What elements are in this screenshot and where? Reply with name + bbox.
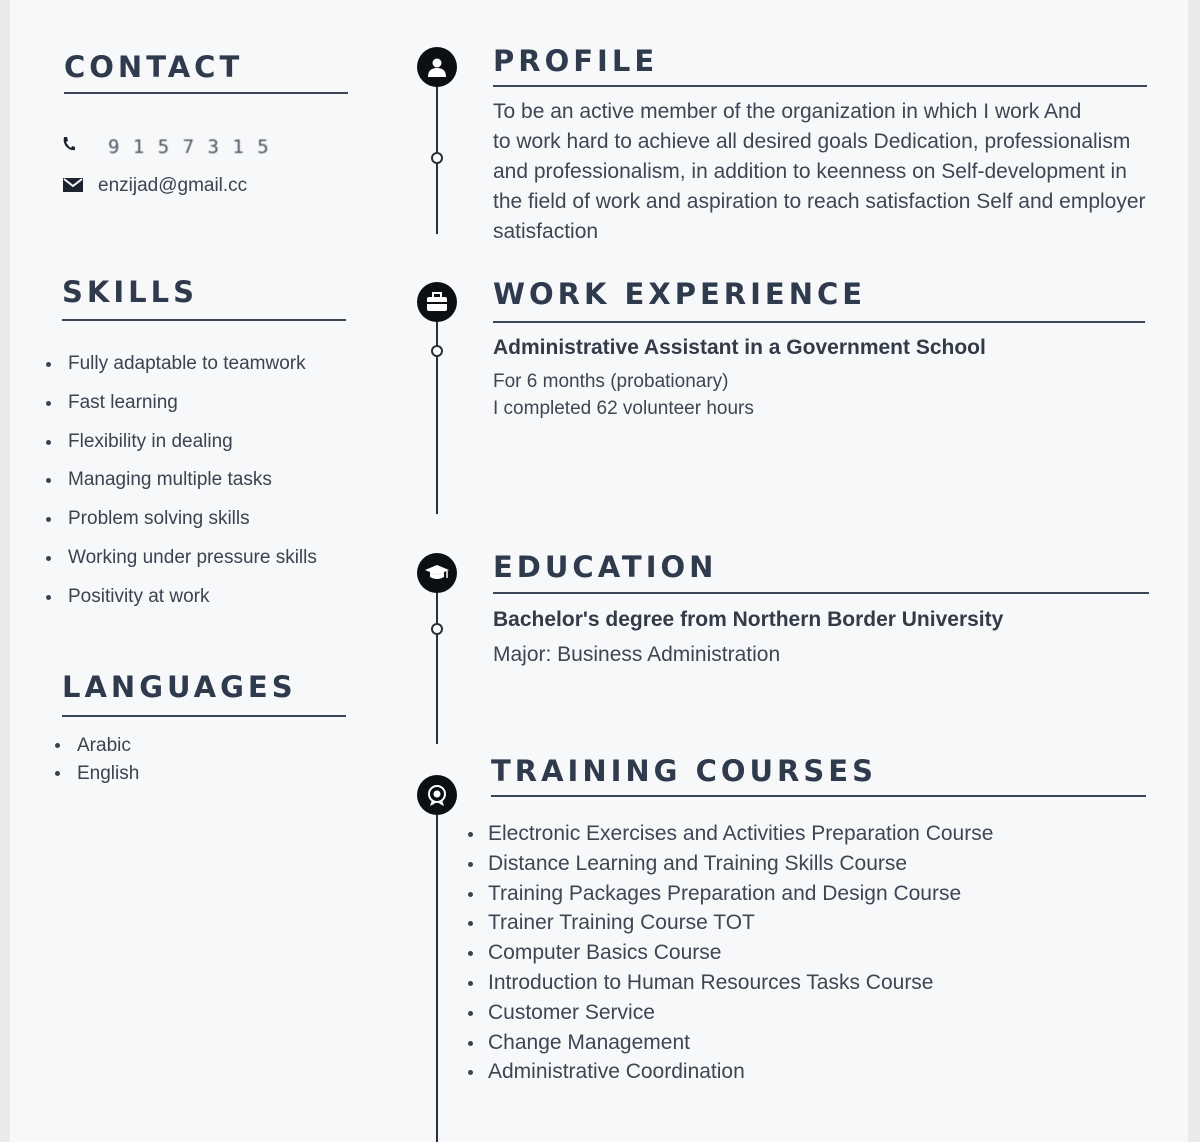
timeline-line-training — [436, 815, 438, 1142]
skill-item: Fully adaptable to teamwork — [46, 345, 317, 384]
course-item: Distance Learning and Training Skills Course — [468, 849, 993, 879]
course-item: Change Management — [468, 1028, 993, 1058]
profile-heading: PROFILE — [493, 44, 659, 78]
major: Major: Business Administration — [493, 643, 781, 666]
timeline-dot — [431, 623, 443, 635]
award-badge-icon — [417, 775, 457, 815]
briefcase-icon — [417, 282, 457, 322]
timeline-dot — [431, 152, 443, 164]
language-item: Arabic — [55, 732, 139, 760]
course-item: Trainer Training Course TOT — [468, 908, 993, 938]
profile-divider — [493, 85, 1147, 87]
skill-item: Working under pressure skills — [46, 539, 317, 578]
course-item: Computer Basics Course — [468, 938, 993, 968]
timeline-line-education — [436, 592, 438, 744]
training-courses-heading: TRAINING COURSES — [491, 754, 877, 788]
languages-divider — [62, 715, 346, 717]
contact-divider — [64, 92, 348, 94]
email-address[interactable]: enzijad@gmail.cc — [98, 175, 248, 196]
education-divider — [493, 592, 1149, 594]
skills-heading: SKILLS — [62, 275, 198, 309]
course-item: Electronic Exercises and Activities Preparation Course — [468, 819, 993, 849]
skill-item: Positivity at work — [46, 578, 317, 617]
languages-list — [55, 732, 139, 787]
degree-title: Bachelor's degree from Northern Border University — [493, 608, 1004, 631]
skill-item: Flexibility in dealing — [46, 423, 317, 462]
training-divider — [491, 795, 1146, 797]
job-title: Administrative Assistant in a Government School — [493, 336, 986, 359]
skill-item: Managing multiple tasks — [46, 461, 317, 500]
education-heading: EDUCATION — [493, 550, 718, 584]
profile-line: to work hard to achieve all desired goals Dedication, professionalism — [493, 130, 1131, 153]
course-item: Customer Service — [468, 998, 993, 1028]
job-detail: I completed 62 volunteer hours — [493, 398, 754, 419]
languages-heading: LANGUAGES — [62, 670, 297, 704]
profile-line: the field of work and aspiration to reach satisfaction Self and employer — [493, 190, 1146, 213]
contact-heading: CONTACT — [64, 50, 244, 84]
profile-line: satisfaction — [493, 220, 599, 243]
phone-number: 9 1 5 7 3 1 5 — [108, 136, 270, 158]
envelope-icon — [63, 178, 83, 197]
work-experience-heading: WORK EXPERIENCE — [493, 277, 867, 311]
work-divider — [493, 321, 1145, 323]
course-item: Introduction to Human Resources Tasks Course — [468, 968, 993, 998]
phone-icon — [62, 136, 76, 157]
graduation-cap-icon — [417, 553, 457, 593]
skill-item: Problem solving skills — [46, 500, 317, 539]
skills-divider — [62, 319, 346, 321]
training-courses-list — [468, 819, 993, 1087]
job-detail: For 6 months (probationary) — [493, 371, 729, 392]
language-item: English — [55, 760, 139, 788]
skill-item: Fast learning — [46, 384, 317, 423]
timeline-dot — [431, 345, 443, 357]
person-icon — [417, 47, 457, 87]
profile-line: and professionalism, in addition to keenness on Self-development in — [493, 160, 1127, 183]
course-item: Training Packages Preparation and Design Course — [468, 879, 993, 909]
profile-line: To be an active member of the organization in which I work And — [493, 100, 1082, 123]
profile-text — [493, 97, 1146, 247]
skills-list — [46, 345, 317, 617]
course-item: Administrative Coordination — [468, 1057, 993, 1087]
